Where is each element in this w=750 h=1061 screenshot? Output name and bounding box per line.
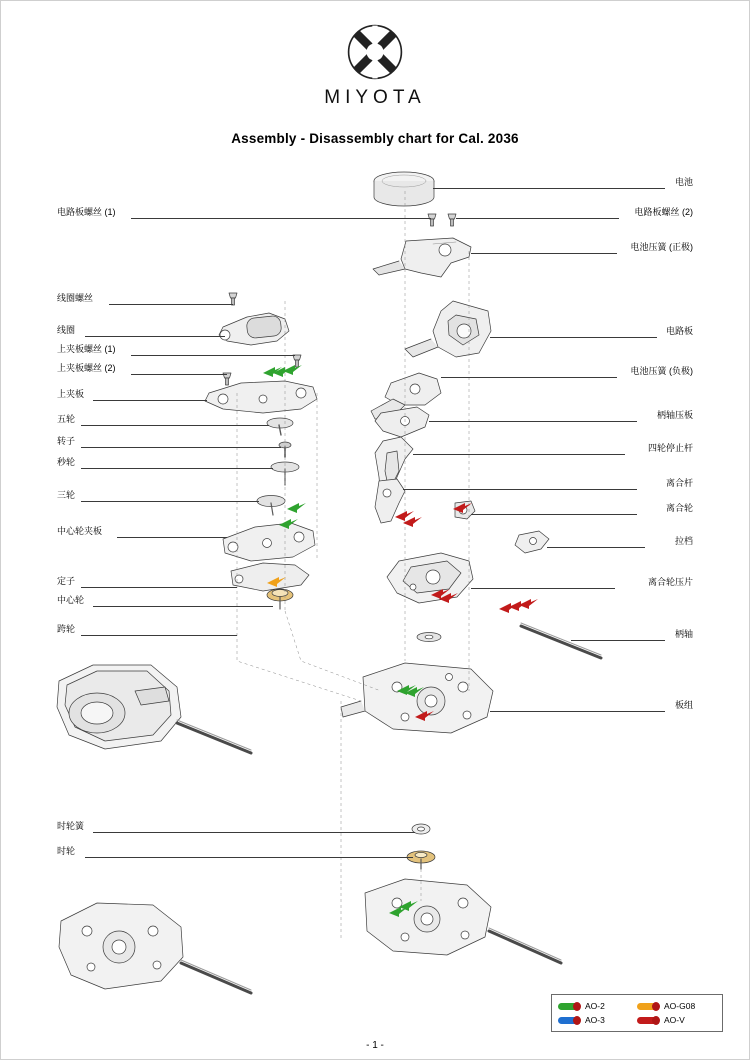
leader-line <box>109 304 233 305</box>
leader-line <box>547 547 645 548</box>
leader-line <box>441 377 617 378</box>
part-fifth-wheel <box>267 418 293 435</box>
assembled-movement-bottom-right <box>365 879 561 963</box>
part-stem-pressure-plate <box>375 407 429 437</box>
legend-row <box>558 999 716 1013</box>
leader-line <box>456 218 619 219</box>
leader-line <box>131 355 295 356</box>
part-stator <box>231 563 309 591</box>
leader-line <box>81 587 237 588</box>
label-fourth-wheel-stop-lever: 四轮停止杆 <box>647 443 693 453</box>
label-minute-wheel: 跨轮 <box>57 624 76 634</box>
page-title: Assembly - Disassembly chart for Cal. 2036 <box>231 131 519 146</box>
label-upper-bridge-screw-2: 上夹板螺丝 (2) <box>57 363 116 373</box>
leader-line <box>471 514 637 515</box>
legend-item-ao-v <box>637 1015 716 1025</box>
leader-line <box>433 188 665 189</box>
part-clutch-lever <box>375 479 405 523</box>
part-clutch-wheel <box>455 501 475 519</box>
leader-line <box>403 489 637 490</box>
leader-line <box>131 218 431 219</box>
label-circuit-board-screw-2: 电路板螺丝 (2) <box>634 207 693 217</box>
legend-item-ao-3 <box>558 1015 637 1025</box>
leader-line <box>471 253 617 254</box>
label-center-wheel-bridge: 中心轮夹板 <box>57 526 103 536</box>
part-circuit-screws <box>428 214 456 226</box>
leader-line <box>85 336 225 337</box>
label-second-wheel: 秒轮 <box>57 457 76 467</box>
label-center-wheel: 中心轮 <box>57 595 85 605</box>
leader-line <box>413 454 625 455</box>
leader-line <box>81 635 237 636</box>
legend-label: AO-G08 <box>664 1001 696 1011</box>
label-clutch-wheel: 离合轮 <box>665 503 693 513</box>
leader-line <box>93 400 207 401</box>
label-hour-wheel: 时轮 <box>57 846 76 856</box>
part-third-wheel <box>257 496 285 516</box>
legend-item-ao-2 <box>558 1001 637 1011</box>
label-fifth-wheel: 五轮 <box>57 414 76 424</box>
leader-line <box>81 447 281 448</box>
leader-line <box>490 337 657 338</box>
part-battery-spring-positive <box>373 238 471 277</box>
part-fourth-wheel-stop-lever <box>375 437 413 501</box>
leader-line <box>429 421 637 422</box>
ao-3-color-swatch-icon <box>558 1017 580 1024</box>
part-coil <box>219 313 289 345</box>
brand-header <box>1 19 749 109</box>
label-battery-spring-negative: 电池压簧 (负极) <box>630 366 693 376</box>
part-upper-bridge-screws <box>223 355 301 385</box>
label-plate-assembly: 板组 <box>674 700 693 710</box>
label-coil: 线圈 <box>57 325 76 335</box>
legend-item-ao-g08 <box>637 1001 716 1011</box>
ao-g08-color-swatch-icon <box>637 1003 659 1010</box>
leader-line <box>490 711 665 712</box>
legend-row <box>558 1013 716 1027</box>
part-rotor <box>279 442 291 457</box>
leader-line <box>81 468 273 469</box>
label-stem: 柄轴 <box>674 629 693 639</box>
label-setting-lever: 拉档 <box>674 536 693 546</box>
leader-line <box>81 501 259 502</box>
assembled-movement-left <box>57 665 251 753</box>
label-stem-pressure-plate: 柄轴压板 <box>656 410 693 420</box>
assembled-movement-bottom-left <box>59 903 251 993</box>
leader-line <box>131 374 227 375</box>
label-battery: 电池 <box>674 177 693 187</box>
part-center-wheel-bridge <box>223 523 315 561</box>
label-circuit-board: 电路板 <box>665 326 693 336</box>
brand-name: MIYOTA <box>324 87 426 108</box>
miyota-x-logo-icon <box>342 19 408 85</box>
label-rotor: 转子 <box>57 436 76 446</box>
label-third-wheel: 三轮 <box>57 490 76 500</box>
part-setting-lever <box>515 531 549 553</box>
part-battery-spring-negative <box>371 373 441 419</box>
label-upper-bridge-screw-1: 上夹板螺丝 (1) <box>57 344 116 354</box>
legend-label: AO-V <box>664 1015 685 1025</box>
legend-label: AO-2 <box>585 1001 605 1011</box>
leader-line <box>117 537 227 538</box>
part-battery <box>374 172 434 206</box>
label-upper-bridge: 上夹板 <box>57 389 85 399</box>
leader-line <box>81 425 269 426</box>
part-main-plate-exploded <box>341 663 493 733</box>
leader-line <box>85 857 413 858</box>
page-number: - 1 - <box>366 1040 384 1051</box>
label-battery-spring-positive: 电池压簧 (正极) <box>630 242 693 252</box>
ao-v-color-swatch-icon <box>637 1017 659 1024</box>
oil-arrows <box>263 365 538 917</box>
leader-line <box>471 588 615 589</box>
oil-legend <box>551 994 723 1032</box>
leader-line <box>93 606 273 607</box>
label-circuit-board-screw-1: 电路板螺丝 (1) <box>57 207 116 217</box>
ao-2-color-swatch-icon <box>558 1003 580 1010</box>
exploded-assembly-drawing <box>1 1 750 1061</box>
label-clutch-spring-plate: 离合轮压片 <box>647 577 693 587</box>
part-hour-wheel <box>407 851 435 869</box>
label-hour-wheel-spring: 时轮簧 <box>57 821 85 831</box>
leader-line <box>93 832 415 833</box>
leader-line <box>571 640 665 641</box>
label-stator: 定子 <box>57 576 76 586</box>
part-circuit-board <box>405 301 491 357</box>
alignment-lines <box>237 191 469 941</box>
part-second-wheel <box>271 462 299 485</box>
label-coil-screw: 线圈螺丝 <box>57 293 94 303</box>
part-minute-wheel <box>417 633 441 642</box>
part-upper-bridge <box>205 381 317 413</box>
legend-label: AO-3 <box>585 1015 605 1025</box>
part-clutch-spring-plate <box>387 553 473 603</box>
label-clutch-lever: 离合杆 <box>665 478 693 488</box>
